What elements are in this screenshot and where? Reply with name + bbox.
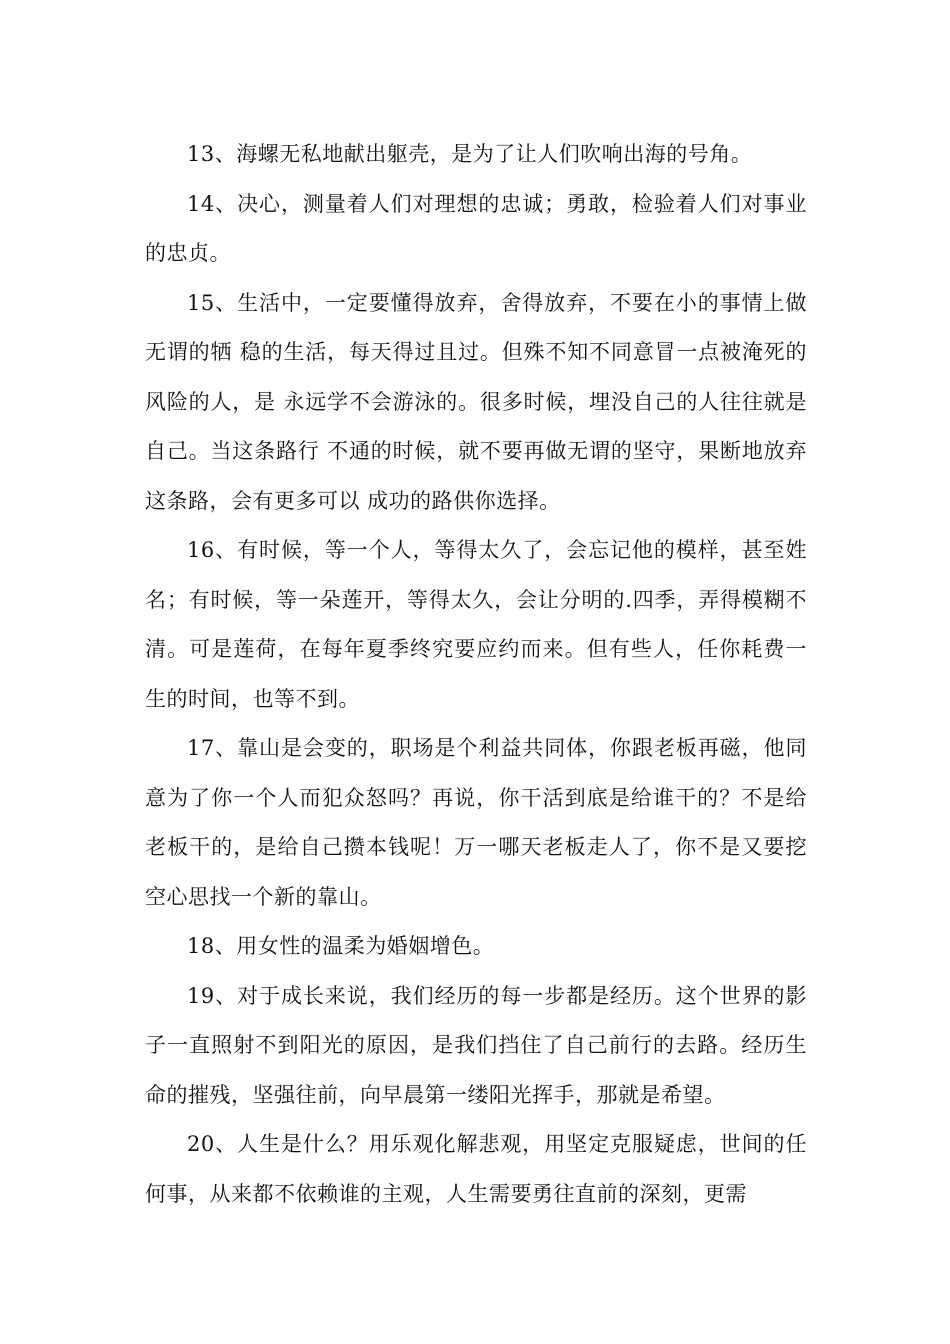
- paragraph-18: 18、用女性的温柔为婚姻增色。: [187, 934, 495, 958]
- paragraph-15: 15、生活中，一定要懂得放弃，舍得放弃，不要在小的事情上做无谓的牺 稳的生活，每天得过且过。但殊不知不同意冒一点被淹死的风险的人，是 永远学不会游泳的。很多时候，埋没自己的人往往就是自己。当这条路行 不通的时候，就不要再做无谓的坚守，果断地放弃这条路，会有更多可以 成功的路供你选择。: [145, 290, 807, 513]
- paragraph-17: 17、靠山是会变的，职场是个利益共同体，你跟老板再磁，他同意为了你一个人而犯众怒吗？再说，你干活到底是给谁干的？不是给老板干的，是给自己攒本钱呢！万一哪天老板走人了，你不是又要挖空心思找一个新的靠山。: [145, 736, 807, 909]
- paragraph-13: 13、海螺无私地献出躯壳，是为了让人们吹响出海的号角。: [187, 142, 753, 166]
- paragraph-20: 20、人生是什么？用乐观化解悲观，用坚定克服疑虑，世间的任何事，从来都不依赖谁的主观，人生需要勇往直前的深刻，更需: [145, 1132, 807, 1206]
- paragraph-19: 19、对于成长来说，我们经历的每一步都是经历。这个世界的影子一直照射不到阳光的原因，是我们挡住了自己前行的去路。经历生命的摧残，坚强往前，向早晨第一缕阳光挥手，那就是希望。: [145, 983, 807, 1107]
- paragraph-14: 14、决心，测量着人们对理想的忠诚；勇敢，检验着人们对事业的忠贞。: [145, 191, 807, 265]
- document-body: [145, 130, 807, 1219]
- paragraph-16: 16、有时候，等一个人，等得太久了，会忘记他的模样，甚至姓名；有时候，等一朵莲开，等得太久，会让分明的.四季，弄得模糊不清。可是莲荷，在每年夏季终究要应约而来。但有些人，任你耗费一生的时间，也等不到。: [145, 538, 807, 711]
